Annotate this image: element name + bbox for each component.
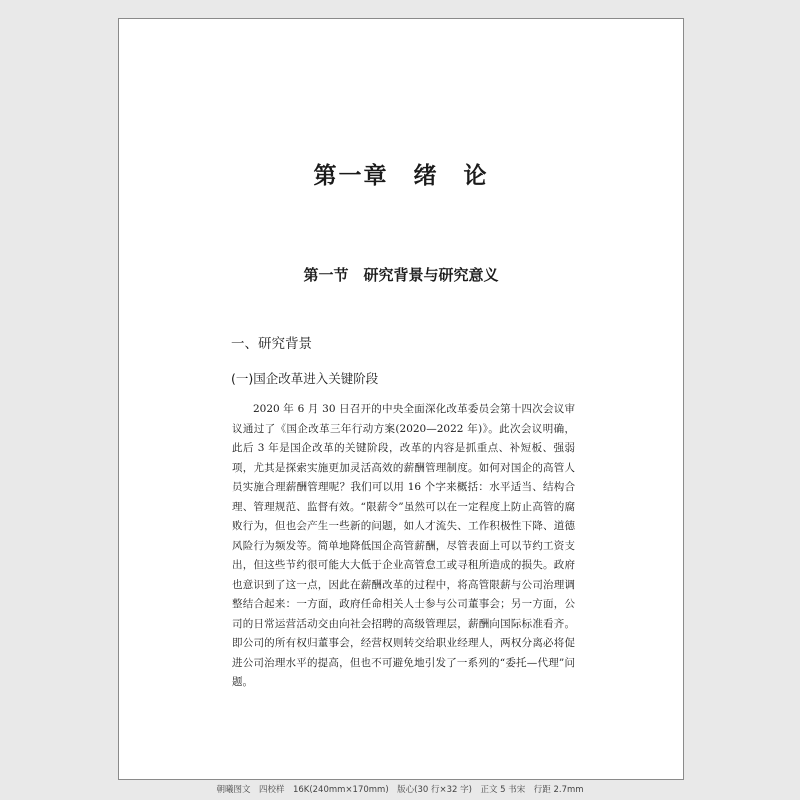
chapter-title: 第一章 绪 论 <box>313 163 489 189</box>
print-spec-footer: 朝曦图文 四校样 16K(240mm×170mm) 版心(30 行×32 字) 正文 5 书宋 行距 2.7mm <box>216 785 584 795</box>
body-paragraph: 2020 年 6 月 30 日召开的中央全面深化改革委员会第十四次会议审议通过了《国企改革三年行动方案(2020—2022 年)》。此次会议明确，此后 3 年是国企改革的关键阶段，改革的内容是抓重点、补短板、强弱项，尤其是探索实施更加灵活高效的薪酬管理制度。如何对国企的高管人员实施合理薪酬管理呢？我们可以用 16 个字来概括：水平适当、结构合理、管理规范、监督有效。“限薪令”虽然可以在一定程度上防止高管的腐败行为，但也会产生一些新的问题，如人才流失、工作积极性下降、道德风险行为频发等。简单地降低国企高管薪酬，尽管表面上可以节约工资支出，但这些节约很可能大大低于企业高管怠工或寻租所造成的损失。政府也意识到了这一点，因此在薪酬改革的过程中，将高管限薪与公司治理调整结合起来：一方面，政府任命相关人士参与公司董事会；另一方面，公司的日常运营活动交由向社会招聘的高级管理层，薪酬向国际标准看齐。即公司的所有权归董事会，经营权则转交给职业经理人，两权分离必将促进公司治理水平的提高，但也不可避免地引发了一系列的“委托—代理”问题。 <box>232 403 575 688</box>
section-title: 第一节 研究背景与研究意义 <box>303 266 499 284</box>
document-page <box>118 18 684 780</box>
subsubsection-title: (一)国企改革进入关键阶段 <box>231 371 379 386</box>
subsection-title: 一、研究背景 <box>231 336 312 352</box>
